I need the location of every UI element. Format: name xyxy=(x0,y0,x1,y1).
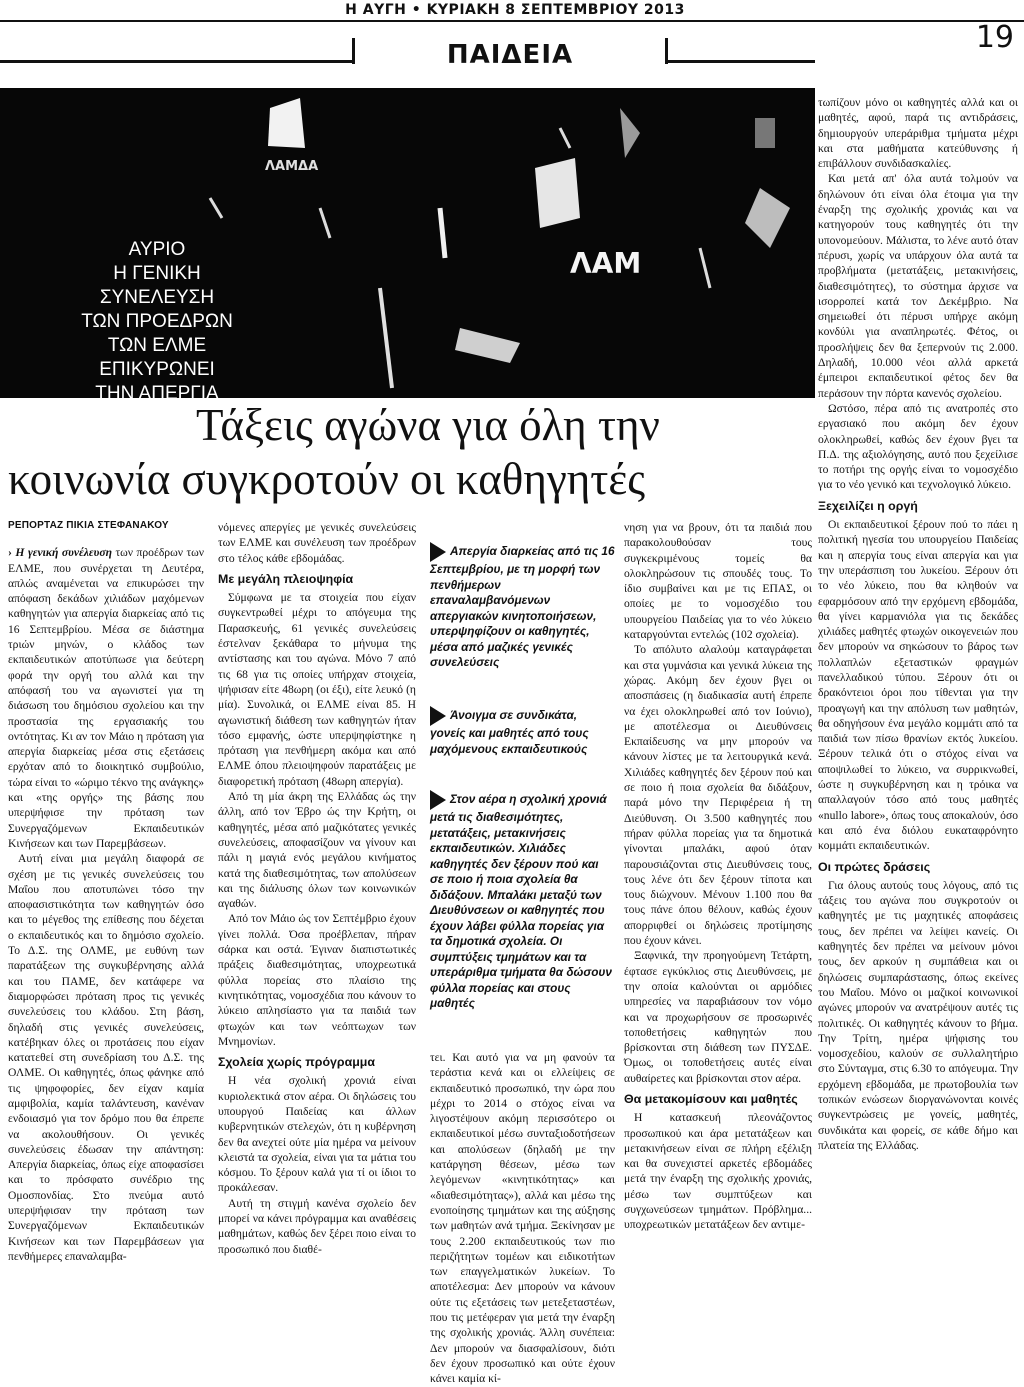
triangle-icon xyxy=(430,542,446,562)
section-rule-left xyxy=(0,60,355,63)
paragraph: Ξαφνικά, την προηγούμενη Τετάρτη, έφτασε εγκύκλιος στις Διευθύνσεις, με την οποία καλούνται οι αρμόδιες υπηρεσίες να παραβιάσουν τον νόμο και να προχωρήσουν σε προσωρινές τοποθετήσεις καθηγητών που βρίσκονται στη διάθεση των ΠΥΣΔΕ. Όμως, οι τοποθετήσεις αυτές είναι αυθαίρετες και βρίσκονται στον αέρα. xyxy=(624,949,812,1085)
paragraph: νηση για να βρουν, ότι τα παιδιά που παρακολουθούσαν τους συγκεκριμένους τομείς θα ολοκληρώσουν τις σπουδές τους. Το ίδιο συμβαίνει και με τις ΕΠΑΣ, οι οποίες με το νομοσχέδιο του υπουργείου Παιδείας για το νέο λύκειο καταργούνται εντελώς (102 σχολεία). xyxy=(624,521,812,642)
announcement-line: ΤΩΝ ΠΡΟΕΔΡΩΝ xyxy=(81,311,233,332)
paragraph: Και μετά απ' όλα αυτά τολμούν να δηλώνουν ότι είναι όλα έτοιμα για την έναρξη της σχολικής χρονιάς και να κατηγορούν τους καθηγητές ότι την υπονομεύουν. Μάλιστα, το λένε αυτό όταν πέρυσι, χωρίς να υπάρχουν όλα αυτά τα προβλήματα (μετατάξεις, μετακινήσεις, διαθεσιμότητες), το σύστημα άρχισε να ισορροπεί κατά τον Δεκέμβριο. Να σημειωθεί ότι πέρυσι υπήρχε ακόμη κονδύλι για αναπληρωτές. Φέτος, οι προσλήψεις δεν θα ξεπερνούν τις 2.000. Δηλαδή, 10.000 νέοι αλλά αρκετά έμπειροι εκπαιδευτικοί φέτος δεν θα περάσουν την πόρτα κανενός σχολείου. xyxy=(818,172,1018,400)
page-number: 19 xyxy=(975,20,1014,55)
header-rule xyxy=(0,20,1024,22)
paragraph: Οι εκπαιδευτικοί ξέρουν πού το πάει η πολιτική ηγεσία του υπουργείου Παιδείας και η απεργία τους είναι απεργία και για την υπεράσπιση του λυκείου. Ξέρουν ότι το νέο λύκειο, που θα κληθούν να εφαρμόσουν από την ερχόμενη εβδομάδα, θα γίνει καρμανιόλα για τις δεκάδες χιλιάδες μαθητές φτωχών οικογενειών που δεν μπορούν να σηκώσουν το βάρος των πολλαπλών εξεταστικών φραγμών πανελλαδικού τύπου. Ξέρουν ότι οι δρακόντειοι όροι που τίθενται για την προαγωγή και την απόλυση των μαθητών, θα οδηγήσουν ένα μεγάλο κομμάτι από τα παιδιά των πίσω θρανίων εκτός λυκείου. Ξέρουν τελικά ότι ο στόχος είναι να αποψιλωθεί το λύκειο, να συρρικνωθεί, ώστε η συγκυβέρνηση και η τρόικα να απαλλαγούν τόσο από τους μαθητές «nullo labore», όπως τους αποκαλούν, όσο και από ένα διόλου ευκαταφρόνητο κομμάτι εκπαιδευτικών. xyxy=(818,518,1018,853)
announcement-line: ΤΩΝ ΕΛΜΕ xyxy=(107,335,207,356)
subheading: Οι πρώτες δράσεις xyxy=(818,859,931,874)
pullquote-1 xyxy=(430,542,615,671)
paragraph: Για όλους αυτούς τους λόγους, από τις τάξεις του αγώνα που συγκροτούν οι καθηγητές με τις μαχητικές αποφάσεις τους, δεν πρέπει να λείψει κανείς. Οι καθηγητές δεν πρέπει να μείνουν μόνοι τους, δεν αρκούν η συμπάθεια και οι δηλώσεις συμπαράστασης, όπως εκείνες του Μαΐου. Μόνο οι μαζικοί κοινωνικοί αγώνες μπορούν να ανατρέψουν αυτές τις πολιτικές. Οι καθηγητές κάνουν το βήμα. Την Τρίτη, ημέρα ψήφισης του νομοσχεδίου, καλούν σε συλλαλητήριο στο Σύνταγμα, στις 6.30 το απόγευμα. Την ερχόμενη εβδομάδα, με πρωτοβουλία των τοπικών ενώσεων διοργανώνονται κοινές συγκεντρώσεις με γονείς, μαθητές, συνδικάτα και φορείς, σε κάθε δήμο και πλατεία της Ελλάδας. xyxy=(818,878,1018,1152)
paragraph: των προέδρων των ΕΛΜΕ, που συνέρχεται τη Δευτέρα, απλώς αναμένεται να επικυρώσει την απόφαση δεκάδων χιλιάδων μαχόμενων καθηγητών για απεργία διαρκείας από τις 16 Σεπτεμβρίου. Μέσα σε διάστημα τριών μηνών, ο κλάδος των εκπαιδευτικών αποτύπωσε για δεύτερη φορά την οργή του αλλά και την απόφασή του να αγωνιστεί για τη διάσωση του δημόσιου σχολείου και την προστασία της εργασιακής του οντότητας. Κι αν τον Μάιο η πρόταση για απεργία διαρκείας μέσα στις εξετάσεις ερχόταν από το διοικητικό συμβούλιο, τώρα είναι το «ώριμο τέκνο της ανάγκης» και «της οργής» της βάσης που υπερψήφισε την πρόταση των Συνεργαζόμενων Εκπαιδευτικών Κινήσεων και των Παρεμβάσεων. xyxy=(8,546,204,850)
paragraph: τει. Και αυτό για να μη φανούν τα τεράστια κενά και οι ελλείψεις σε εκπαιδευτικό προσωπικό, την ώρα που μέχρι το 2014 ο στόχος είναι να λιγοστέψουν ακόμη περισσότερο οι εκπαιδευτικοί μέσω συνταξιοδοτήσεων και απολύσεων (δηλαδή με την κατάργηση θέσεων, μέσω των λεγόμενων «κινητικότητας» και «διαθεσιμότητας»), αλλά και μέσω της ενοποίησης τμημάτων και της αύξησης των μαθητών ανά τμήμα. Ξεκίνησαν με τους 2.200 εκπαιδευτικούς των πιο περιζήτητων τομέων και ειδικοτήτων των επαγγελματικών λυκείων. Το αποτέλεσμα: Δεν μπορούν να κάνουν ούτε τις εξετάσεις των μετεξεταστέων, που τις μετέφεραν για μετά την έναρξη της σχολικής χρονιάς. Άλλη συνέπεια: Δεν μπορούν να διασφαλίσουν, διότι δεν έχουν προσωπικό και ούτε έχουν κάνει καμία κί- xyxy=(430,1051,615,1386)
section-rule-right xyxy=(665,60,815,63)
announcement-box xyxy=(62,238,252,406)
paragraph: Αυτή τη στιγμή κανένα σχολείο δεν μπορεί να κάνει πρόγραμμα και αναθέσεις μαθημάτων, καθώς δεν ξέρει ποιο είναι το προσωπικό που διαθέ- xyxy=(218,1196,416,1256)
lead-bold: Η γενική συνέλευση xyxy=(15,546,112,560)
date-line: Η ΑΥΓΗ • ΚΥΡΙΑΚΗ 8 ΣΕΠΤΕΜΒΡΙΟΥ 2013 xyxy=(345,2,685,18)
pullquote-2 xyxy=(430,706,615,757)
headline-line-2: κοινωνία συγκροτούν οι καθηγητές xyxy=(8,454,646,504)
announcement-line: Η ΓΕΝΙΚΗ xyxy=(113,263,201,284)
banner-text-lamda: ΛΑΜΔΑ xyxy=(265,159,319,174)
announcement-line: ΑΥΡΙΟ xyxy=(128,239,186,260)
article-column-5 xyxy=(818,95,1018,1270)
article-column-2 xyxy=(218,520,416,1270)
paragraph: τωπίζουν μόνο οι καθηγητές αλλά και οι μαθητές, αφού, παρά τις αντιδράσεις, δημιουργούν υπεράριθμα τμήματα μέχρι και στα μαθήματα κατεύθυνσης ή επιβάλλουν συνδιδασκαλίες. xyxy=(818,96,1018,171)
protest-photo xyxy=(0,88,815,404)
announcement-line: ΣΥΝΕΛΕΥΣΗ xyxy=(99,287,215,308)
paragraph: Από τη μία άκρη της Ελλάδας ώς την άλλη, από τον Έβρο ώς την Κρήτη, οι καθηγητές, μέσα από μαζικότατες γενικές συνελεύσεις, αποφασίζουν να γίνουν και πάλι η μαγιά ενός μεγάλου κινήματος κατά της διαθεσιμότητας, των απολύσεων και της διάλυσης όλων των κοινωνικών αγαθών. xyxy=(218,790,416,911)
paragraph: νόμενες απεργίες με γενικές συνελεύσεις των ΕΛΜΕ και συνέλευση των προέδρων στο τέλος κάθε εβδομάδας. xyxy=(218,521,416,565)
triangle-icon xyxy=(430,706,446,726)
paragraph: Αυτή είναι μια μεγάλη διαφορά σε σχέση με τις γενικές συνελεύσεις του Μαΐου που αποτυπώνει τόσο την αποφασιστικότητα των καθηγητών όσο και το μέγεθος της επίθεσης που δέχεται ο εκπαιδευτικός και το δημόσιο σχολείο. Το Δ.Σ. της ΟΛΜΕ, με ευθύνη των παρατάξεων της συγκυβέρνησης αλλά και του ΠΑΜΕ, δεν κατάφερε να διαμορφώσει πρόταση προς τις γενικές συνελεύσεις του κλάδου. Στη βάση, δηλαδή στις γενικές συνελεύσεις, κατέβηκαν όλες οι προτάσεις που είχαν κατατεθεί στη συνεδρίαση του Δ.Σ. της ΟΛΜΕ. Οι καθηγητές, όπως φάνηκε από τις ψηφοφορίες, δεν είχαν καμία αμφιβολία, καμία ταλάντευση, κανέναν ενδοιασμό για τον δρόμο που θα έπρεπε να ακολουθήσουν. Οι γενικές συνελεύσεις έδωσαν την απάντηση: Απεργία διαρκείας, όπως είχε αποφασίσει και το πρόσφατο συνέδριο της Ομοσπονδίας. Στο πνεύμα αυτό υπερψήφισαν την πρόταση των Συνεργαζόμενων Εκπαιδευτικών Κινήσεων και των Παρεμβάσεων για πενθήμερες επαναλαμβα- xyxy=(8,852,204,1263)
subheading: Ξεχειλίζει η οργή xyxy=(818,498,918,513)
byline: ΡΕΠΟΡΤΑΖ ΠΙΚΙΑ ΣΤΕΦΑΝΑΚΟΥ xyxy=(8,520,169,531)
paragraph: Η κατασκευή πλεονάζοντος προσωπικού και άρα μετατάξεων και μετακινήσεων είναι σε πλήρη εξέλιξη και θα συνεχιστεί αρκετές εβδομάδες μετά την έναρξη της σχολικής χρονιάς, μέσω των συμπτύξεων και συγχωνεύσεων τμημάτων. Πρόβλημα... υποχρεωτικών μετατάξεων δεν αντιμε- xyxy=(624,1111,812,1232)
article-column-4 xyxy=(624,520,812,1270)
announcement-line: ΤΗΝ ΑΠΕΡΓΙΑ xyxy=(95,383,219,404)
lead-arrow-icon: › xyxy=(8,546,12,560)
paragraph: Ωστόσο, πέρα από τις ανατροπές στο εργασιακό που ακόμη δεν έχουν ολοκληρωθεί, καθώς δεν έχουν βγει τα Π.Δ. της αξιολόγησης, αυτό που ξεχείλισε το ποτήρι της οργής είναι το νομοσχέδιο για το νέο γενικό και τεχνολογικό λύκειο. xyxy=(818,401,1018,492)
subheading: Σχολεία χωρίς πρόγραμμα xyxy=(218,1055,375,1070)
article-headline xyxy=(0,398,815,506)
paragraph: Το απόλυτο αλαλούμ καταγράφεται και στα γυμνάσια και γενικά λύκεια της χώρας. Ακόμη δεν έχουν βγει οι αποσπάσεις (η διαδικασία αυτή έπρεπε να έχει ολοκληρωθεί από τον Ιούνιο), με αποτέλεσμα οι Διευθύνσεις Εκπαίδευσης να μην μπορούν να κάνουν λίστες με τα λειτουργικά κενά. Χιλιάδες καθηγητές δεν ξέρουν πού και σε ποιο ή ποια σχολεία θα διδάξουν, παρά μόνο την Περιφέρεια ή τη Διεύθυνση. Οι 3.500 καθηγητές που πήραν φύλλα πορείας για τα δημοτικά γίνονται μπαλάκι, αφού όταν παρουσιάζονται στις Διευθύνσεις τους, τους λένε ότι δεν ξέρουν τίποτα και τους διώχνουν. Μένουν 1.100 που θα τους πάνε όπου θέλουν, καθώς έχουν απορριφθεί οι δηλώσεις προτίμησης που έχουν κάνει. xyxy=(624,643,812,948)
section-title: ΠΑΙΔΕΙΑ xyxy=(446,40,574,70)
announcement-line: ΕΠΙΚΥΡΩΝΕΙ xyxy=(99,359,215,380)
triangle-icon xyxy=(430,790,446,810)
subheading: Με μεγάλη πλειοψηφία xyxy=(218,571,354,586)
paragraph: Σύμφωνα με τα στοιχεία που είχαν συγκεντρωθεί μέχρι το απόγευμα της Παρασκευής, 61 γενικές συνελεύσεις έστελναν ξεκάθαρα το μήνυμα της αντίστασης και του αγώνα. Μόνο 7 από τις 68 για τις οποίες υπήρχαν στοιχεία, ψήφισαν είτε 48ωρη (οι έξι), είτε λευκό (η μία). Συνολικά, οι ΕΛΜΕ είναι 85. Η αγωνιστική διάθεση των καθηγητών ήταν τόσο εμφανής, ώστε υπερψηφίστηκε η πρόταση για πενθήμερη ακόμα και από ΕΛΜΕ όπου πλειοψηφούν παρατάξεις με διαφορετική πρόταση (48ωρη απεργία). xyxy=(218,591,416,788)
pullquote-text: Στον αέρα η σχολική χρονιά μετά τις διαθεσιμότητες, μετατάξεις, μετακινήσεις εκπαιδευτικών. Χιλιάδες καθηγητές δεν ξέρουν πού και σε ποιο ή ποια σχολεία θα διδάξουν. Μπαλάκι μεταξύ των Διευθύνσεων οι καθηγητές που έχουν λάβει φύλλα πορείας για τα δημοτικά σχολεία. Οι συμπτύξεις τμημάτων και τα υπεράριθμα τμήματα θα δώσουν φύλλα πορείας και στους μαθητές xyxy=(430,792,612,1010)
pullquote-text: Άνοιγμα σε συνδικάτα, γονείς και μαθητές από τους μαχόμενους εκπαιδευτικούς xyxy=(430,708,589,756)
article-column-3 xyxy=(430,1050,615,1386)
pullquote-3 xyxy=(430,790,615,1040)
headline-line-1: Τάξεις αγώνα για όλη την xyxy=(196,400,660,450)
paragraph: Από τον Μάιο ώς τον Σεπτέμβριο έχουν γίνει πολλά. Όσα προέβλεπαν, πήραν σάρκα και οστά. Έγιναν διαπιστωτικές πράξεις διαθεσιμότητας, υποχρεωτικά φύλλα πορείας στο πλαίσιο της κινητικότητας, νομοσχέδια που κάνουν το λύκειο απλησίαστο για τα παιδιά των φτωχών και των νεόπτωχων των Μνημονίων. xyxy=(218,912,416,1048)
lead-paragraph xyxy=(8,545,204,851)
subheading: Θα μετακομίσουν και μαθητές xyxy=(624,1091,798,1106)
pullquote-text: Απεργία διαρκείας από τις 16 Σεπτεμβρίου, με τη μορφή των πενθήμερων επαναλαμβανόμενων απεργιακών κινητοποιήσεων, υπερψηφίζουν οι καθηγητές, μέσα από μαζικές γενικές συνελεύσεις xyxy=(430,544,615,669)
paragraph: Η νέα σχολική χρονιά είναι κυριολεκτικά στον αέρα. Οι δηλώσεις του υπουργού Παιδείας και άλλων κυβερνητικών στελεχών, ότι η κυβέρνηση δεν θα ανεχτεί ούτε μία ημέρα να μείνουν κλειστά τα σχολεία, είναι για τα μάτια του κόσμου. Το ξέρουν καλά για τί οι ίδιοι το προκάλεσαν. xyxy=(218,1074,416,1195)
article-column-1 xyxy=(8,518,204,1270)
banner-text-lam: ΛΑΜ xyxy=(570,247,642,280)
